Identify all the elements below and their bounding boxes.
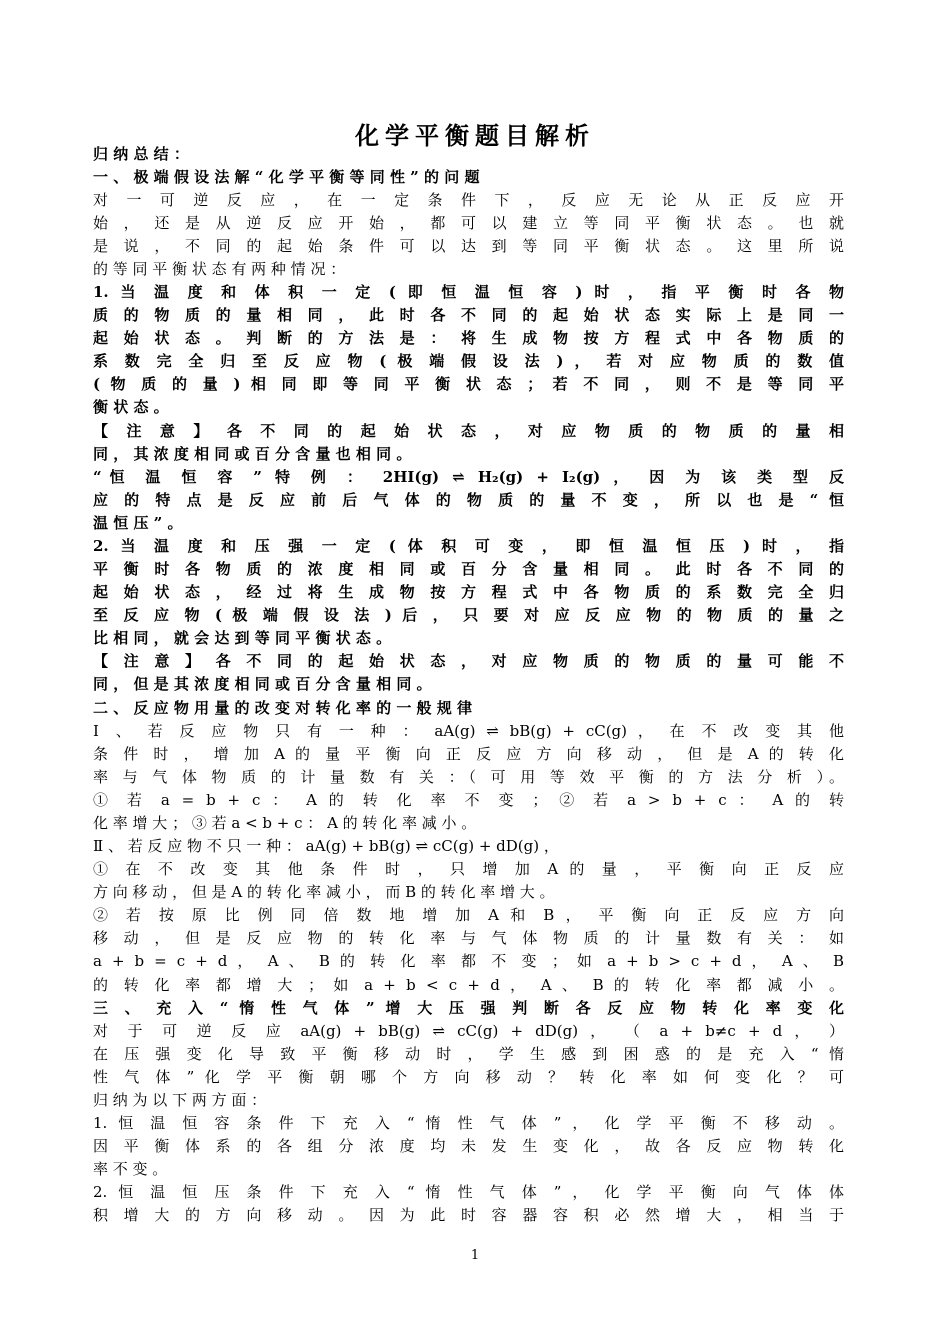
text-line: 是 说 ， 不 同 的 起 始 条 件 可 以 达 到 等 同 平 衡 状 态 。 这 里 所 说 [93,237,844,255]
text-line: 系 数 完 全 归 至 反 应 物 ( 极 端 假 设 法 ) ， 若 对 应 物 质 的 数 值 [93,352,844,370]
text-line: 移 动 ， 但 是 反 应 物 的 转 化 率 与 气 体 物 质 的 计 量 数 有 关 ： 如 [93,929,844,947]
text-line: 始 ， 还 是 从 逆 反 应 开 始 ， 都 可 以 建 立 等 同 平 衡 状 态 。 也 就 [93,214,844,232]
page-title: 化学平衡题目解析 [355,122,595,150]
text-line: 一 、 极 端 假 设 法 解 “ 化 学 平 衡 等 同 性 ” 的 问 题 [93,168,480,186]
text-line: 2. 当 温 度 和 压 强 一 定 ( 体 积 可 变 ， 即 恒 温 恒 压 ) 时 ， 指 [93,537,844,555]
text-line: ( 物 质 的 量 ) 相 同 即 等 同 平 衡 状 态 ； 若 不 同 ， 则 不 是 等 同 平 [93,375,844,393]
text-line: 对 一 可 逆 反 应 ， 在 一 定 条 件 下 ， 反 应 无 论 从 正 反 应 开 [93,191,844,209]
text-line: 对 于 可 逆 反 应 aA(g) + bB(g) ⇌ cC(g) + dD(g) ， （ a + b≠c + d ， ） [93,1022,844,1040]
text-line: 因 平 衡 体 系 的 各 组 分 浓 度 均 未 发 生 变 化 ， 故 各 反 应 物 转 化 [93,1137,844,1155]
text-line: 至 反 应 物 ( 极 端 假 设 法 ) 后 ， 只 要 对 应 反 应 物 的 物 质 的 量 之 [93,606,844,624]
text-line: 质 的 物 质 的 量 相 同 ， 此 时 各 不 同 的 起 始 状 态 实 际 上 是 同 一 [93,306,844,324]
text-line: 衡 状 态 。 [93,398,169,416]
text-line: 化 率 增 大 ； ③ 若 a < b + c ： A 的 转 化 率 减 小 。 [93,814,477,832]
text-line: 应 的 特 点 是 反 应 前 后 气 体 的 物 质 的 量 不 变 ， 所 以 也 是 “ 恒 [93,491,844,509]
text-line: 率 与 气 体 物 质 的 计 量 数 有 关 ：（ 可 用 等 效 平 衡 的 方 法 分 析 ）。 [93,768,844,786]
text-line: 性 气 体 ” 化 学 平 衡 朝 哪 个 方 向 移 动 ？ 转 化 率 如 何 变 化 ？ 可 [93,1068,844,1086]
text-line: 同 ， 其 浓 度 相 同 或 百 分 含 量 也 相 同 。 [93,445,412,463]
text-line: 1. 当 温 度 和 体 积 一 定 ( 即 恒 温 恒 容 ) 时 ， 指 平 衡 时 各 物 [93,283,844,301]
text-line: 三 、 充 入 “ 惰 性 气 体 ” 增 大 压 强 判 断 各 反 应 物 转 化 率 变 化 [93,999,844,1017]
text-line: 率 不 变 。 [93,1160,168,1178]
text-line: 起 始 状 态 ， 经 过 将 生 成 物 按 方 程 式 中 各 物 质 的 系 数 完 全 归 [93,583,844,601]
text-line: Ⅰ 、 若 反 应 物 只 有 一 种 ： aA(g) ⇌ bB(g) + cC(g) ， 在 不 改 变 其 他 [93,722,844,740]
text-line: 【 注 意 】 各 不 同 的 起 始 状 态 ， 对 应 物 质 的 物 质 的 量 可 能 不 [93,652,844,670]
text-line: ① 若 a = b + c ： A 的 转 化 率 不 变 ； ② 若 a > b + c ： A 的 转 [93,791,844,809]
text-line: 【 注 意 】 各 不 同 的 起 始 状 态 ， 对 应 物 质 的 物 质 的 量 相 [93,422,844,440]
text-line: 积 增 大 的 方 向 移 动 。 因 为 此 时 容 器 容 积 必 然 增 大 ， 相 当 于 [93,1206,844,1224]
text-line: 温 恒 压 ” 。 [93,514,183,532]
text-line: “恒 温 恒 容 ” 特 例 ： 2HI(g) ⇌ H₂(g) + I₂(g) ， 因 为 该 类 型 反 [93,468,844,486]
text-line: 二 、 反 应 物 用 量 的 改 变 对 转 化 率 的 一 般 规 律 [93,699,473,717]
text-line: Ⅱ 、 若 反 应 物 不 只 一 种 ： aA(g) + bB(g) ⇌ cC(g) + dD(g) ， [93,837,559,855]
text-line: 在 压 强 变 化 导 致 平 衡 移 动 时 ， 学 生 感 到 困 惑 的 是 充 入 “ 惰 [93,1045,844,1063]
text-line: 起 始 状 态 。 判 断 的 方 法 是 ： 将 生 成 物 按 方 程 式 中 各 物 质 的 [93,329,844,347]
text-line: 1. 恒 温 恒 容 条 件 下 充 入 “ 惰 性 气 体 ” ， 化 学 平 衡 不 移 动 。 [93,1114,844,1132]
text-line: 条 件 时 ， 增 加 A 的 量 平 衡 向 正 反 应 方 向 移 动 ， 但 是 A 的 转 化 [93,745,844,763]
text-line: 的 转 化 率 都 增 大 ； 如 a + b < c + d ， A 、 B 的 转 化 率 都 减 小 。 [93,976,844,994]
page-number: 1 [470,1248,480,1263]
text-line: 方 向 移 动 ， 但 是 A 的 转 化 率 减 小 ， 而 B 的 转 化 率 增 大 。 [93,883,555,901]
text-line: 同 ， 但 是 其 浓 度 相 同 或 百 分 含 量 相 同 。 [93,675,432,693]
text-line: 平 衡 时 各 物 质 的 浓 度 相 同 或 百 分 含 量 相 同 。 此 时 各 不 同 的 [93,560,844,578]
text-line: 归 纳 总 结 ： [93,145,189,163]
text-line: 的 等 同 平 衡 状 态 有 两 种 情 况 ： [93,260,346,278]
text-line: a + b = c + d ， A 、 B 的 转 化 率 都 不 变 ； 如 a + b > c + d ， A 、 B [93,952,844,970]
text-line: 归 纳 为 以 下 两 方 面 ： [93,1091,267,1109]
text-line: 比 相 同 ， 就 会 达 到 等 同 平 衡 状 态 。 [93,629,392,647]
text-line: ② 若 按 原 比 例 同 倍 数 地 增 加 A 和 B ， 平 衡 向 正 反 应 方 向 [93,906,844,924]
text-line: 2. 恒 温 恒 压 条 件 下 充 入 “ 惰 性 气 体 ” ， 化 学 平 衡 向 气 体 体 [93,1183,844,1201]
text-line: ① 在 不 改 变 其 他 条 件 时 ， 只 增 加 A 的 量 ， 平 衡 向 正 反 应 [93,860,844,878]
